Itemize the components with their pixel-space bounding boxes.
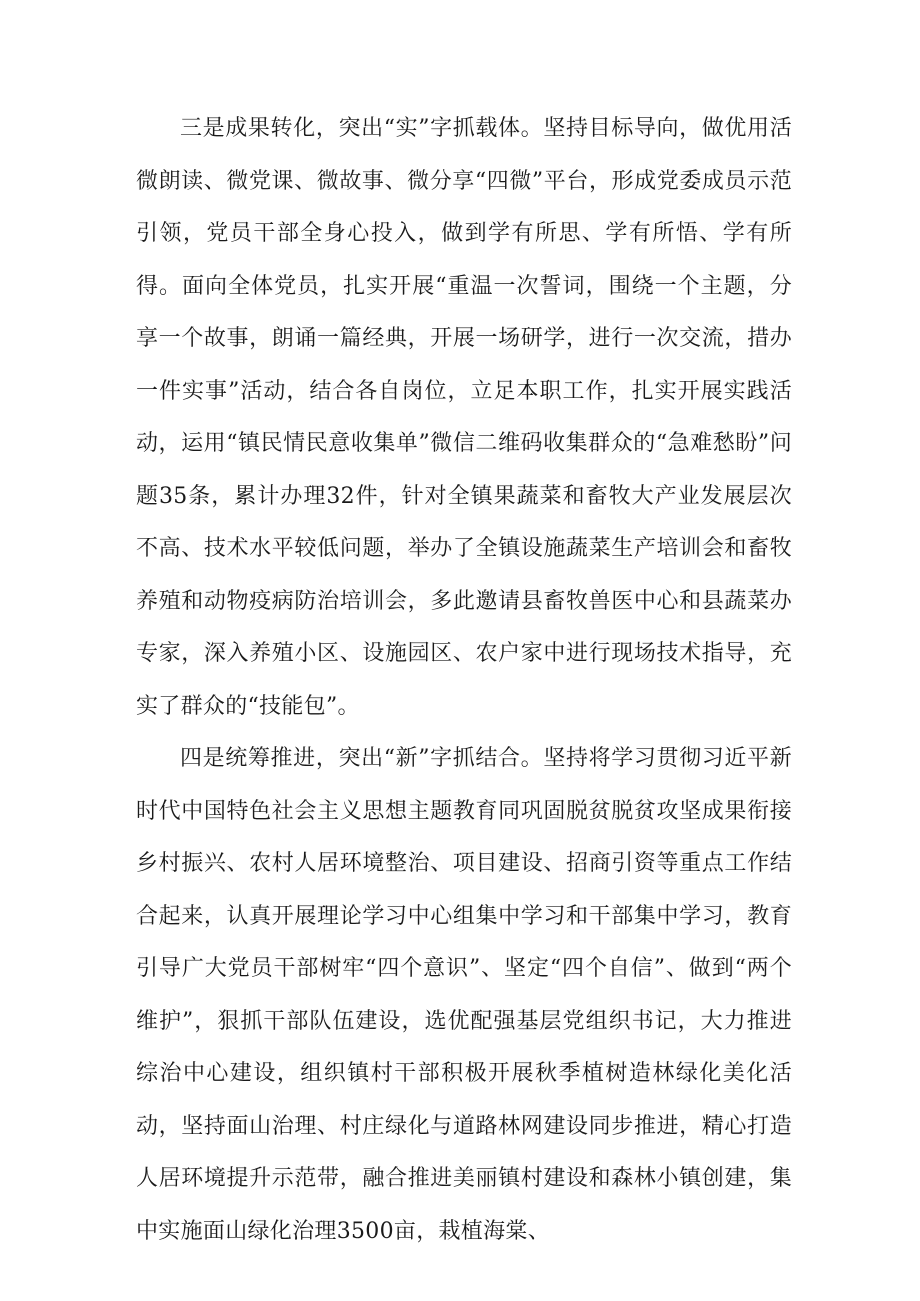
paragraph-coordinated-advancement: 四是统筹推进，突出“新”字抓结合。坚持将学习贯彻习近平新时代中国特色社会主义思想主题教育同巩固脱贫脱贫攻坚成果衔接乡村振兴、农村人居环境整治、项目建设、招商引资等重点工作结合起来，认真开展理论学习中心组集中学习和干部集中学习，教育引导广大党员干部树牢“四个意识”、坚定“四个自信”、做到“两个维护”，狠抓干部队伍建设，选优配强基层党组织书记，大力推进综治中心建设，组织镇村干部积极开展秋季植树造林绿化美化活动，坚持面山治理、村庄绿化与道路林网建设同步推进，精心打造人居环境提升示范带，融合推进美丽镇村建设和森林小镇创建，集中实施面山绿化治理3500亩，栽植海棠、 [136, 746, 792, 1244]
paragraph-achievement-transformation: 三是成果转化，突出“实”字抓载体。坚持目标导向，做优用活微朗读、微党课、微故事、微分享“四微”平台，形成党委成员示范引领，党员干部全身心投入，做到学有所思、学有所悟、学有所得。面向全体党员，扎实开展“重温一次誓词，围绕一个主题，分享一个故事，朗诵一篇经典，开展一场研学，进行一次交流，措办一件实事”活动，结合各自岗位，立足本职工作，扎实开展实践活动，运用“镇民情民意收集单”微信二维码收集群众的“急难愁盼”问题35条，累计办理32件，针对全镇果蔬菜和畜牧大产业发展层次不高、技术水平较低问题，举办了全镇设施蔬菜生产培训会和畜牧养殖和动物疫病防治培训会，多此邀请县畜牧兽医中心和县蔬菜办专家，深入养殖小区、设施园区、农户家中进行现场技术指导，充实了群众的“技能包”。 [136, 116, 792, 719]
document-body [136, 103, 792, 1258]
